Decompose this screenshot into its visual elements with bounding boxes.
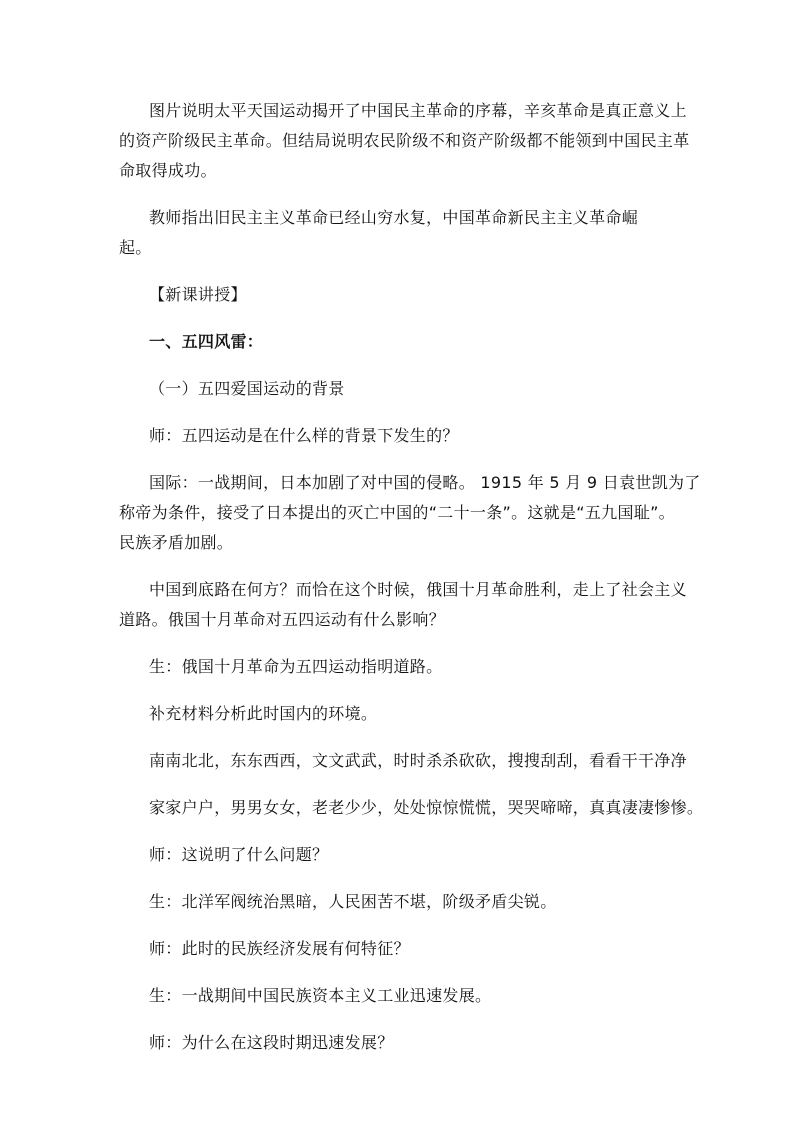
subheading-background: （一）五四爱国运动的背景 [149, 379, 345, 398]
text-line: 命取得成功。 [119, 161, 217, 180]
text-line: 的资产阶级民主革命。但结局说明农民阶级不和资产阶级都不能领到中国民主革 [119, 131, 690, 150]
supplementary-material: 补充材料分析此时国内的环境。 [149, 704, 378, 723]
text-line: 中国到底路在何方？而恰在这个时候，俄国十月革命胜利，走上了社会主义 [149, 580, 687, 599]
student-answer-2: 生：北洋军阀统治黑暗，人民困苦不堪，阶级矛盾尖锐。 [149, 892, 557, 911]
verse-line-2: 家家户户，男男女女，老老少少，处处惊惊慌慌，哭哭啼啼，真真凄凄惨惨。 [149, 798, 704, 817]
intro-paragraph [119, 96, 690, 186]
student-answer-1: 生：俄国十月革命为五四运动指明道路。 [149, 657, 443, 676]
text-line: 图片说明太平天国运动揭开了中国民主革命的序幕，辛亥革命是真正意义上 [149, 101, 687, 120]
teacher-question-4: 师：为什么在这段时期迅速发展？ [149, 1033, 394, 1052]
text-line: 国际：一战期间，日本加剧了对中国的侵略。 1915 年 5 月 9 日袁世凯为了 [149, 473, 701, 492]
teacher-question-2: 师：这说明了什么问题？ [149, 845, 329, 864]
student-answer-3: 生：一战期间中国民族资本主义工业迅速发展。 [149, 986, 492, 1005]
verse-line-1: 南南北北，东东西西，文文武武，时时杀杀砍砍，搜搜刮刮，看看干干净净 [149, 751, 687, 770]
document-body [119, 96, 704, 1058]
teacher-question-3: 师：此时的民族经济发展有何特征？ [149, 939, 410, 958]
teacher-summary: 教师指出旧民主主义革命已经山穷水复，中国革命新民主主义革命崛起。 [119, 208, 639, 257]
international-paragraph [119, 468, 701, 558]
text-line: 民族矛盾加剧。 [119, 533, 234, 552]
section-title: 【新课讲授】 [149, 285, 247, 304]
china-path-paragraph [119, 575, 687, 635]
teacher-question-1: 师：五四运动是在什么样的背景下发生的？ [149, 426, 459, 445]
heading-wusi-fenglei: 一、五四风雷： [149, 332, 264, 351]
text-line: 称帝为条件，接受了日本提出的灭亡中国的“二十一条”。这就是“五九国耻”。 [119, 503, 675, 522]
text-line: 道路。俄国十月革命对五四运动有什么影响？ [119, 610, 446, 629]
